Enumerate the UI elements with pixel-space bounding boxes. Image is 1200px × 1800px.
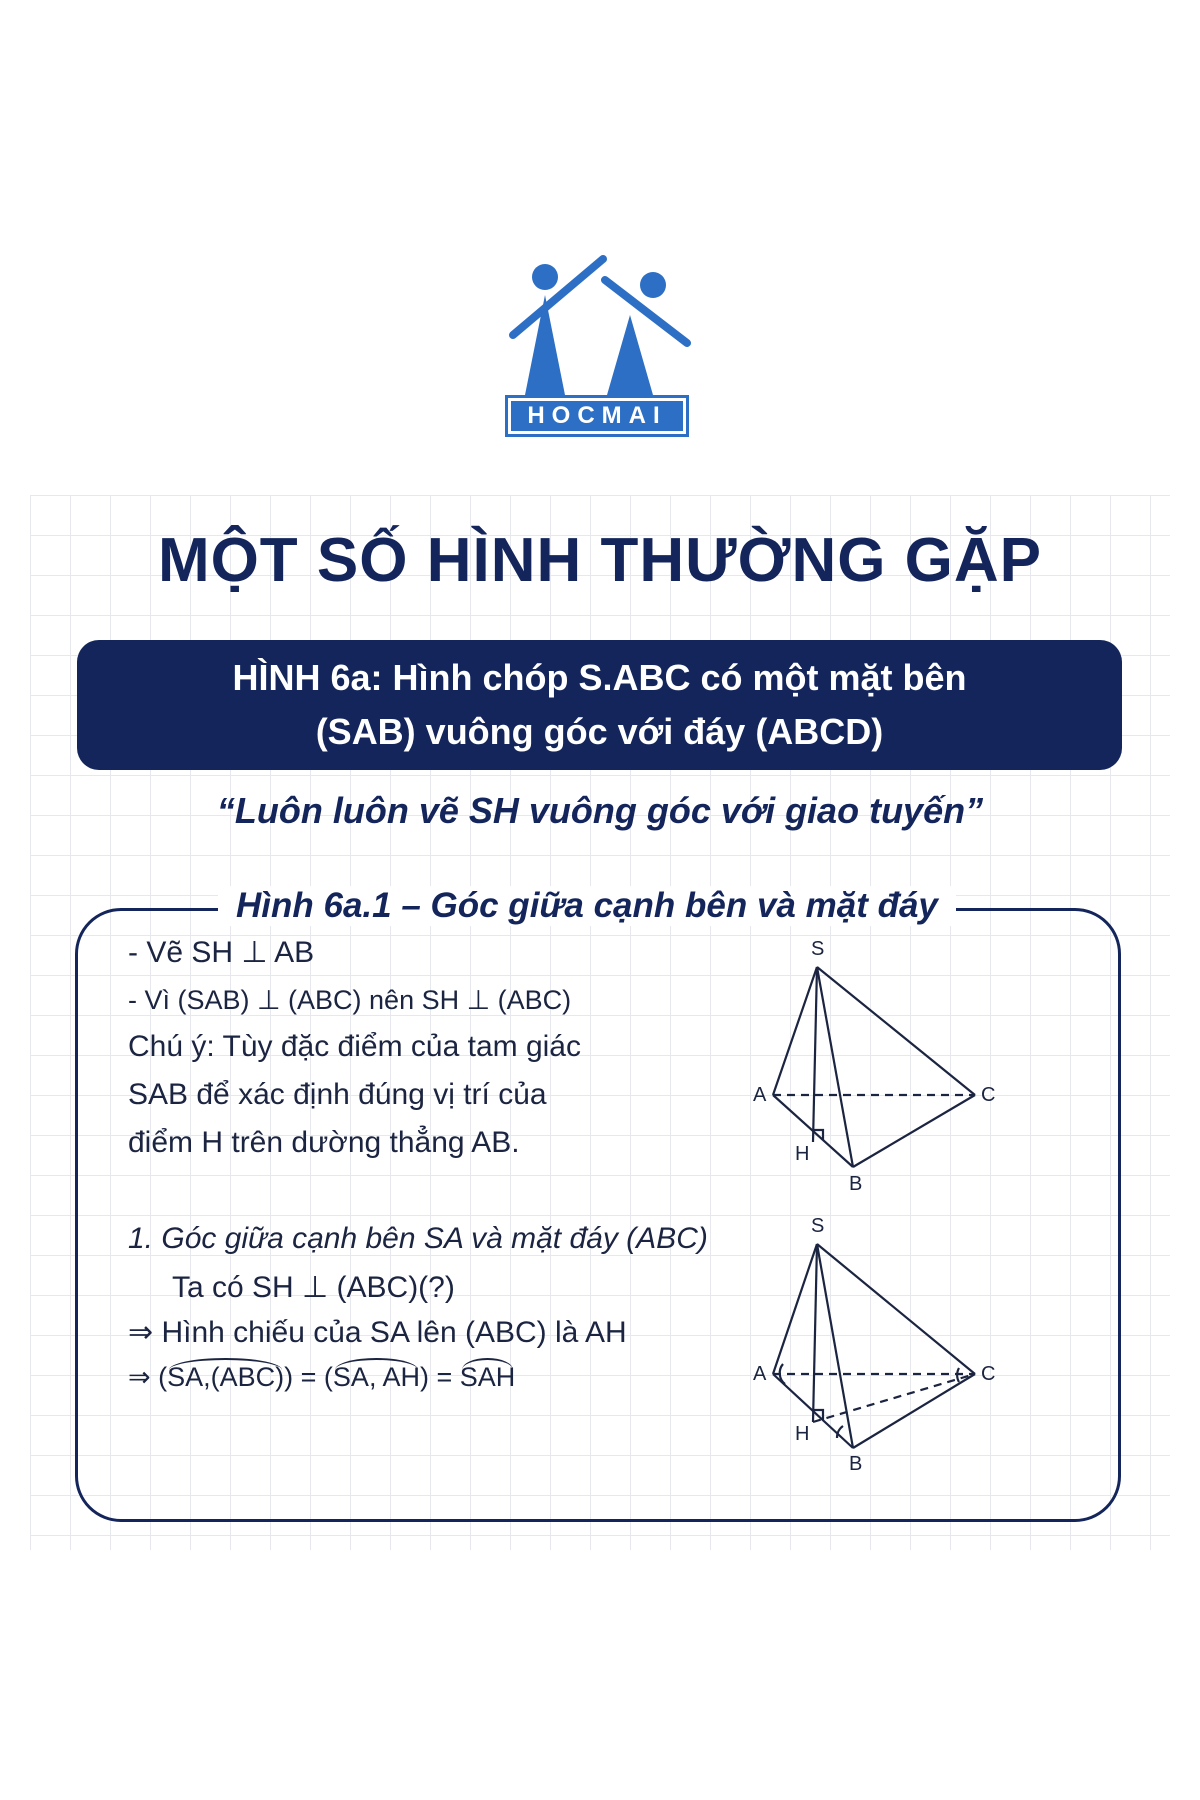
label-a: A	[753, 1363, 767, 1385]
formula-angle-1: SA,(ABC)	[167, 1362, 285, 1392]
label-s: S	[811, 938, 825, 960]
part1-heading: 1. Góc giữa cạnh bên SA và mặt đáy (ABC)	[128, 1222, 708, 1255]
label-h: H	[795, 1423, 810, 1445]
label-b: B	[849, 1453, 863, 1475]
label-h: H	[795, 1143, 810, 1165]
text-line-1: - Vẽ SH ⊥ AB	[128, 936, 315, 969]
page-title: MỘT SỐ HÌNH THƯỜNG GẶP	[157, 526, 1043, 595]
pyramid-figure-2	[745, 1212, 1015, 1482]
logo-text: HOCMAI	[505, 395, 689, 437]
pyramid-figure-1	[745, 935, 1015, 1195]
part1-line-1: Ta có SH ⊥ (ABC)(?)	[172, 1271, 455, 1304]
part1-line-3	[128, 1362, 515, 1393]
formula-angle-2: SA, AH	[332, 1362, 420, 1392]
text-line-2: - Vì (SAB) ⊥ (ABC) nên SH ⊥ (ABC)	[128, 985, 572, 1015]
text-line-5: điểm H trên dường thẳng AB.	[128, 1126, 520, 1159]
text-line-3: Chú ý: Tùy đặc điểm của tam giác	[128, 1030, 581, 1063]
label-s: S	[811, 1215, 825, 1237]
label-c: C	[981, 1084, 996, 1106]
banner	[77, 640, 1122, 770]
formula-prefix: ⇒ (	[128, 1362, 168, 1392]
label-a: A	[753, 1084, 767, 1106]
section-title: Hình 6a.1 – Góc giữa cạnh bên và mặt đáy	[218, 886, 956, 926]
text-line-4: SAB để xác định đúng vị trí của	[128, 1078, 547, 1111]
part1-line-2: ⇒ Hình chiếu của SA lên (ABC) là AH	[128, 1316, 627, 1349]
formula-angle-3: SAH	[459, 1362, 516, 1392]
formula-end: ) =	[419, 1362, 460, 1392]
label-b: B	[849, 1173, 863, 1195]
banner-line-1: HÌNH 6a: Hình chóp S.ABC có một mặt bên	[232, 657, 967, 698]
quote: “Luôn luôn vẽ SH vuông góc với giao tuyến”	[216, 790, 984, 831]
label-c: C	[981, 1363, 996, 1385]
formula-mid: ) = (	[284, 1362, 333, 1392]
banner-line-2: (SAB) vuông góc với đáy (ABCD)	[315, 711, 884, 752]
